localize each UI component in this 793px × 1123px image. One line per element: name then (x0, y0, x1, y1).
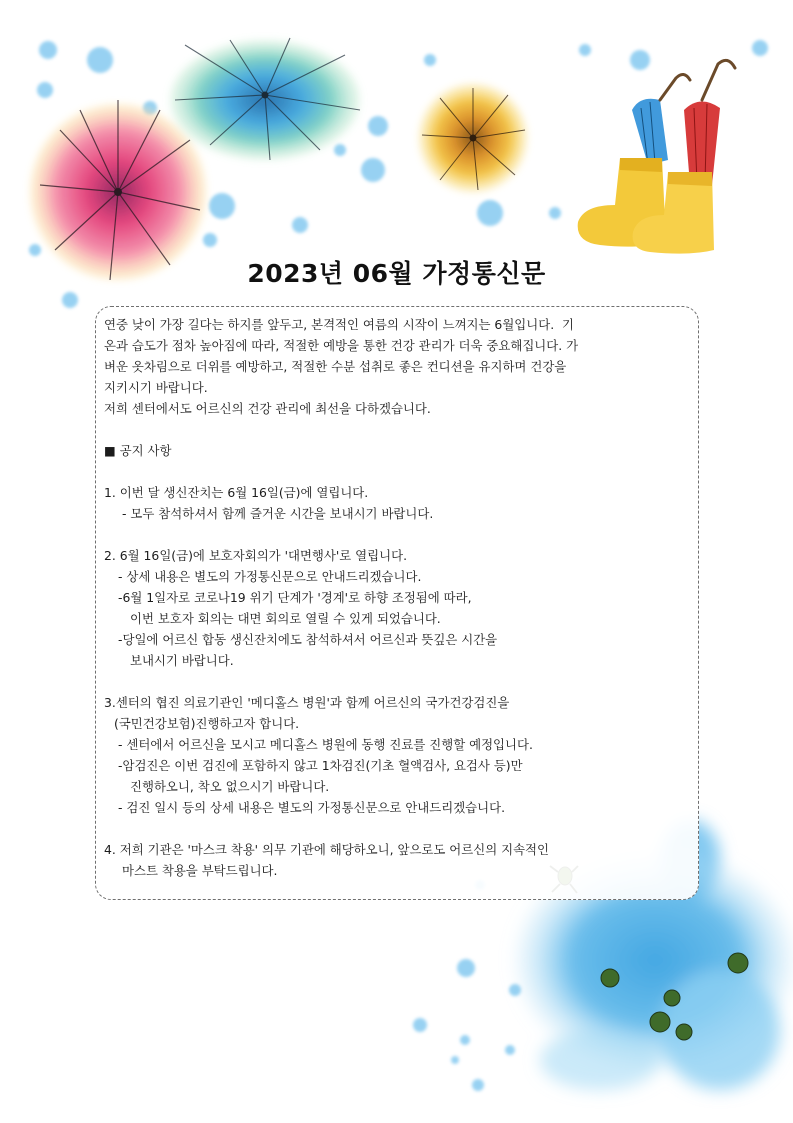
notice-item-3: 3.센터의 협진 의료기관인 '메디홀스 병원'과 함께 어르신의 국가건강검진을 (104, 695, 510, 710)
notice-item-2-sub-2: -6월 1일자로 코로나19 위기 단계가 '경계'로 하향 조정됨에 따라, (118, 590, 472, 605)
blue-splotches-bottom (413, 880, 521, 1091)
notice-item-1: 1. 이번 달 생신잔치는 6월 16일(금)에 열립니다. (104, 485, 369, 500)
notice-item-3-sub-3: - 검진 일시 등의 상세 내용은 별도의 가정통신문으로 안내드리겠습니다. (118, 800, 506, 815)
blue-umbrella-icon (170, 38, 360, 160)
page-title: 2023년 06월 가정통신문 (247, 259, 546, 288)
notice-item-4: 4. 저희 기관은 '마스크 착용' 의무 기관에 해당하오니, 앞으로도 어르신의 지속적인 (104, 842, 549, 857)
rain-boots-icon (578, 60, 735, 253)
notice-item-2-sub-3: -당일에 어르신 합동 생신잔치에도 참석하셔서 어르신과 뜻깊은 시간을 (118, 632, 498, 647)
notice-item-2-sub-2-cont: 이번 보호자 회의는 대면 회의로 열릴 수 있게 되었습니다. (130, 611, 441, 626)
notice-item-2-sub-1: - 상세 내용은 별도의 가정통신문으로 안내드리겠습니다. (118, 569, 422, 584)
intro-line-4: 지키시기 바랍니다. (104, 380, 208, 395)
spacer (104, 671, 694, 692)
spacer (104, 419, 694, 440)
notice-heading: ■ 공지 사항 (104, 443, 172, 458)
notice-item-4-cont: 마스트 착용을 부탁드립니다. (122, 863, 278, 878)
notice-item-3-sub-2: -암검진은 이번 검진에 포함하지 않고 1차검진(기초 혈액검사, 요검사 등)만 (118, 758, 523, 773)
notice-item-3-cont: (국민건강보험)진행하고자 합니다. (114, 716, 300, 731)
pink-umbrella-icon (30, 100, 206, 280)
spacer (104, 524, 694, 545)
intro-line-5: 저희 센터에서도 어르신의 건강 관리에 최선을 다하겠습니다. (104, 401, 431, 416)
notice-item-2: 2. 6월 16일(금)에 보호자회의가 '대면행사'로 열립니다. (104, 548, 408, 563)
notice-item-3-sub-1: - 센터에서 어르신을 모시고 메디홀스 병원에 동행 진료를 진행할 예정입니다. (118, 737, 533, 752)
yellow-umbrella-icon (419, 84, 527, 192)
notice-item-1-sub-1: - 모두 참석하셔서 함께 즐거운 시간을 보내시기 바랍니다. (122, 506, 434, 521)
intro-line-2: 온과 습도가 점차 높아짐에 따라, 적절한 예방을 통한 건강 관리가 더욱 중요해집니다. 가 (104, 338, 579, 353)
notice-item-3-sub-2-cont: 진행하오니, 착오 없으시기 바랍니다. (130, 779, 330, 794)
spacer (104, 461, 694, 482)
newsletter-body (104, 314, 694, 881)
spacer (104, 818, 694, 839)
intro-line-1: 연중 낮이 가장 길다는 하지를 앞두고, 본격적인 여름의 시작이 느껴지는 6월입니다. 기 (104, 317, 574, 332)
notice-item-2-sub-3-cont: 보내시기 바랍니다. (130, 653, 234, 668)
intro-line-3: 벼운 옷차림으로 더위를 예방하고, 적절한 수분 섭취로 좋은 컨디션을 유지하며 건강을 (104, 359, 567, 374)
